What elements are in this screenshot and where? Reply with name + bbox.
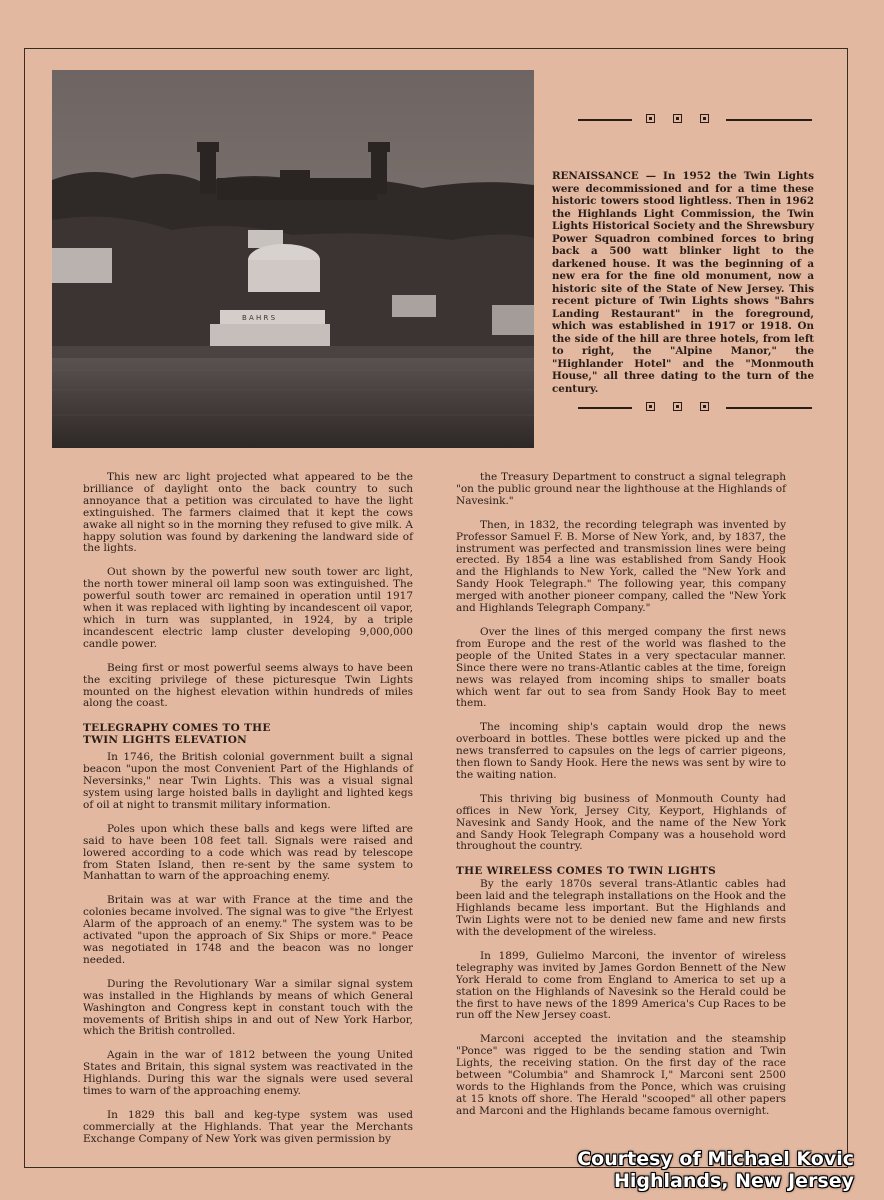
right-paragraph-2: Then, in 1832, the recording telegraph was invented by Professor Samuel F. B. Morse of New York, and, by 1837, the instrument was perfected and transmission lines were being erected. By 1854 a line was established from Sandy Hook and the Highlands to New York, called the "New York and Sandy Hook Telegraph." The following year, this company merged with another pioneer company, called the "New York and Highlands Telegraph Company." — [456, 518, 786, 615]
twin-lights-photo — [52, 70, 534, 448]
photo-caption — [552, 170, 814, 395]
left-paragraph-7: During the Revolutionary War a similar signal system was installed in the Highlands by means of which General Washington and Congress kept in constant touch with the movements of British ships in and out of New York Harbor, which the British controlled. — [83, 977, 413, 1038]
caption-text: In 1952 the Twin Lights were decommissioned and for a time these historic towers stood lightless. Then in 1962 the Highlands Light Commission, the Twin Lights Historical Society and the Shrewsbury Power Squadron combined forces to bring back a 500 watt blinker light to the darkened house. It was the beginning of a new era for the fine old monument, now a historic site of the State of New Jersey. This recent picture of Twin Lights shows "Bahrs Landing Restaurant" in the foreground, which was established in 1917 or 1918. On the side of the hill are three hotels, from left to right, the "Alpine Manor," the "Highlander Hotel" and the "Monmouth House," all three dating to the turn of the century. — [552, 170, 814, 395]
left-paragraph-8: Again in the war of 1812 between the young United States and Britain, this signal system was reactivated in the Highlands. During this war the signals were used several times to warn of the approaching enemy. — [83, 1049, 413, 1098]
left-paragraph-9: In 1829 this ball and keg-type system was used commercially at the Highlands. That year the Merchants Exchange Company of New York was given permission by — [83, 1108, 413, 1145]
ornament-divider-top — [578, 112, 812, 128]
courtesy-line-1: Courtesy of Michael Kovic — [577, 1148, 854, 1170]
courtesy-line-2: Highlands, New Jersey — [613, 1170, 854, 1192]
wireless-heading: THE WIRELESS COMES TO TWIN LIGHTS — [456, 865, 717, 878]
right-paragraph-6: By the early 1870s several trans-Atlantic cables had been laid and the telegraph installations on the Hook and the Highlands became less important. But the Highlands and Twin Lights were not to be denied new fame and new firsts with the development of the wireless. — [456, 878, 786, 938]
courtesy-watermark — [577, 1148, 854, 1192]
right-paragraph-8: Marconi accepted the invitation and the steamship "Ponce" was rigged to be the sending station and Twin Lights, the receiving station. On the first day of the race between "Columbia" and Shamrock I," Marconi sent 2500 words to the Highlands from the Ponce, which was cruising at 15 knots off shore. The Herald "scooped" all other papers and Marconi and the Highlands became famous overnight. — [456, 1033, 786, 1117]
left-paragraph-3: Being first or most powerful seems always to have been the exciting privilege of these picturesque Twin Lights mounted on the highest elevation within hundreds of miles along the coast. — [83, 661, 413, 710]
right-paragraph-7: In 1899, Gulielmo Marconi, the inventor of wireless telegraphy was invited by James Gordon Bennett of the New York Herald to come from England to America to set up a station on the Highlands of Navesink so the Herald could be the first to have news of the 1899 America's Cup Races to be run off the New Jersey coast. — [456, 949, 786, 1022]
left-paragraph-2: Out shown by the powerful new south tower arc light, the north tower mineral oil lamp soon was extinguished. The powerful south tower arc remained in operation until 1917 when it was replaced with lighting by incandescent oil vapor, which in turn was supplanted, in 1924, by a triple incandescent electric lamp cluster developing 9,000,000 candle power. — [83, 566, 413, 650]
right-paragraph-5: This thriving big business of Monmouth County had offices in New York, Jersey City, Keyport, Highlands of Navesink and Sandy Hook, and the name of the New York and Sandy Hook Telegraph Company was a household word throughout the country. — [456, 792, 786, 853]
bahrs-sign-text: B A H R S — [242, 314, 276, 322]
telegraphy-heading — [83, 722, 413, 746]
telegraphy-heading-line-1: TELEGRAPHY COMES TO THE — [83, 722, 271, 735]
left-paragraph-6: Britain was at war with France at the time and the colonies became involved. The signal was to give "the Erlyest Alarm of the approach of an enemy." The system was to be activated "upon the approach of Six Ships or more." Peace was negotiated in 1748 and the beacon was no longer needed. — [83, 894, 413, 966]
left-paragraph-5: Poles upon which these balls and kegs were lifted are said to have been 108 feet tall. Signals were raised and lowered according to a code which was read by telescope from Staten Island, then re-sent by the same system to Manhattan to warn of the approaching enemy. — [83, 822, 413, 883]
caption-lead: RENAISSANCE — — [552, 170, 657, 182]
right-paragraph-4: The incoming ship's captain would drop the news overboard in bottles. These bottles were picked up and the news transferred to capsules on the legs of carrier pigeons, then flown to Sandy Hook. Here the news was sent by wire to the waiting nation. — [456, 721, 786, 781]
right-column — [456, 472, 786, 1130]
right-paragraph-1: the Treasury Department to construct a signal telegraph "on the public ground near the lighthouse at the Highlands of Navesink." — [456, 471, 786, 507]
telegraphy-heading-line-2: TWIN LIGHTS ELEVATION — [83, 734, 248, 747]
left-column — [83, 472, 413, 1158]
left-paragraph-1: This new arc light projected what appeared to be the brilliance of daylight onto the back country to such annoyance that a petition was circulated to have the light extinguished. The farmers claimed that it kept the cows awake all night so in the morning they refused to give milk. A happy solution was found by darkening the landward side of the lights. — [83, 471, 413, 555]
ornament-divider-bottom — [578, 400, 812, 416]
right-paragraph-3: Over the lines of this merged company the first news from Europe and the rest of the world was flashed to the people of the United States in a very spectacular manner. Since there were no trans-Atlantic cables at the time, foreign news was relayed from incoming ships to smaller boats which went far out to sea from Sandy Hook Bay to meet them. — [456, 625, 786, 710]
left-paragraph-4: In 1746, the British colonial government built a signal beacon "upon the most Convenient Part of the Highlands of Neversinks," near Twin Lights. This was a visual signal system using large hoisted balls in daylight and lighted kegs of oil at night to transmit military information. — [83, 751, 413, 811]
